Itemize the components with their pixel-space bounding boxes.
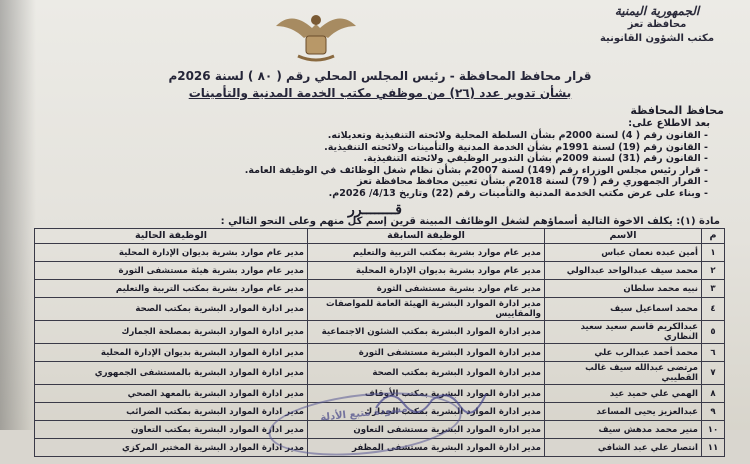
row-previous-job: مدير عام موارد بشرية بمكتب التربية والتعليم	[308, 244, 545, 262]
eagle-emblem-icon	[268, 4, 364, 66]
table-row	[35, 244, 725, 262]
row-current-job: مدير عام موارد بشرية هيئة مستشفى الثورة	[35, 262, 308, 280]
row-name: نبيه محمد سلطان	[545, 280, 702, 298]
row-num: ١١	[702, 439, 725, 457]
table-row	[35, 280, 725, 298]
header-previous-job: الوظيفة السابقة	[308, 229, 545, 244]
letterhead-governorate: محافظة تعز	[627, 19, 687, 30]
decision-title-line1: قرار محافظ المحافظة - رئيس المجلس المحلي رقم ( ٨٠ ) لسنة 2026م	[168, 69, 592, 83]
row-name: محمد اسماعيل سيف	[545, 298, 702, 321]
row-current-job: مدير ادارة الموارد البشرية بمكتب الضرائب	[35, 403, 308, 421]
table-row	[35, 298, 725, 321]
row-name: محمد سيف عبدالواحد عبدالولي	[545, 262, 702, 280]
decision-title-line2: بشأن تدوير عدد (٢٦) من موظفي مكتب الخدمة المدنية والتأمينات	[188, 86, 572, 100]
row-num: ٨	[702, 385, 725, 403]
reference-item: - القرار الجمهوري رقم ( 79) لسنة 2018م بشأن تعيين محافظ محافظة تعز	[357, 176, 708, 187]
row-name: مرتضى عبدالله سيف غالب القطيبي	[545, 362, 702, 385]
row-name: الهمي علي حميد عيد	[545, 385, 702, 403]
row-previous-job: مدير ادارة الموارد البشرية مستشفى المظفر	[308, 439, 545, 457]
row-previous-job: مدير ادارة الموارد البشرية مستشفى الثورة	[308, 344, 545, 362]
stamp-text: مسودة متبع الأدلة	[319, 403, 409, 424]
header-num: م	[702, 229, 725, 244]
row-current-job: مدير عام موارد بشرية بمكتب التربية والتعليم	[35, 280, 308, 298]
row-previous-job: مدير ادارة الموارد البشرية الهيئة العامة للمواصفات والمقاييس	[308, 298, 545, 321]
row-name: انتصار علي عبد الشافي	[545, 439, 702, 457]
row-previous-job: مدير ادارة الموارد البشرية بمكتب الشئون الاجتماعية	[308, 321, 545, 344]
table-header-row	[35, 229, 725, 244]
row-num: ١٠	[702, 421, 725, 439]
row-current-job: مدير ادارة الموارد البشرية بديوان الإدارة المحلية	[35, 344, 308, 362]
row-num: ٣	[702, 280, 725, 298]
reference-item: - القانون رقم ( 4) لسنة 2000م بشأن السلطة المحلية ولائحته التنفيذية وتعديلاته.	[327, 130, 708, 141]
table-row	[35, 344, 725, 362]
reference-item: - القانون رقم (31) لسنة 2009م بشأن التدوير الوظيفي ولائحته التنفيذية.	[363, 153, 708, 164]
decision-title	[120, 68, 640, 102]
header-name: الاسم	[545, 229, 702, 244]
row-num: ١	[702, 244, 725, 262]
row-previous-job: مدير عام موارد بشرية مستشفى الثورة	[308, 280, 545, 298]
row-previous-job: مدير عام موارد بشرية بديوان الإدارة المحلية	[308, 262, 545, 280]
table-row	[35, 262, 725, 280]
article-one: مادة (١): يكلف الاخوة التالية أسماؤهم لشغل الوظائف المبينة قرين إسم كل منهم وعلى النحو التالي :	[220, 216, 720, 227]
row-name: منير محمد مدهش سيف	[545, 421, 702, 439]
row-previous-job: مدير ادارة الموارد البشرية بمكتب الجمارك	[308, 403, 545, 421]
prelude-text: بعد الاطلاع على:	[628, 118, 710, 129]
row-current-job: مدير ادارة الموارد البشرية بمكتب الصحة	[35, 298, 308, 321]
reference-item: - القانون رقم (19) لسنة 1991م بشأن الخدمة المدنية والتأمينات ولائحته التنفيذية.	[324, 141, 708, 153]
letterhead-office: مكتب الشؤون القانونية	[599, 33, 715, 44]
reference-item: - قرار رئيس مجلس الوزراء رقم (149) لسنة 2007م بشأن نظام شغل الوظائف في الوظيفة العامة.	[244, 164, 708, 176]
table-row	[35, 321, 725, 344]
row-current-job: مدير ادارة الموارد البشرية بالمستشفى الجمهوري	[35, 362, 308, 385]
row-num: ٢	[702, 262, 725, 280]
row-num: ٧	[702, 362, 725, 385]
row-previous-job: مدير ادارة الموارد البشرية بمكتب الصحة	[308, 362, 545, 385]
row-previous-job: مدير ادارة الموارد البشرية بمكتب الأوقاف	[308, 385, 545, 403]
row-current-job: مدير ادارة الموارد البشرية بالمعهد الصحي	[35, 385, 308, 403]
row-current-job: مدير ادارة الموارد البشرية بمصلحة الجمارك	[35, 321, 308, 344]
row-current-job: مدير ادارة الموارد البشرية المختبر المركزي	[35, 439, 308, 457]
letterhead-republic: الجمهورية اليمنية	[614, 4, 700, 18]
reference-item: - وبناء على عرض مكتب الخدمة المدنية والتأمينات رقم (22) وتاريخ 4/13/ 2026م.	[328, 187, 708, 199]
row-num: ٤	[702, 298, 725, 321]
row-num: ٩	[702, 403, 725, 421]
row-current-job: مدير ادارة الموارد البشرية بمكتب التعاون	[35, 421, 308, 439]
decree-heading: قــــــــرر	[348, 202, 402, 218]
row-name: عبدالكريم قاسم سعيد سعيد النظاري	[545, 321, 702, 344]
row-name: أمين عبده نعمان عباس	[545, 244, 702, 262]
header-current-job: الوظيفة الحالية	[35, 229, 308, 244]
letterhead	[582, 4, 732, 46]
row-num: ٦	[702, 344, 725, 362]
row-previous-job: مدير ادارة الموارد البشرية مستشفى التعاون	[308, 421, 545, 439]
row-current-job: مدير عام موارد بشرية بديوان الإدارة المحلية	[35, 244, 308, 262]
row-name: محمد أحمد عبدالرب علي	[545, 344, 702, 362]
legal-references	[188, 130, 708, 199]
row-num: ٥	[702, 321, 725, 344]
row-name: عبدالعزيز يحيى المساعد	[545, 403, 702, 421]
authority-heading: محافظ المحافظة	[630, 104, 724, 117]
